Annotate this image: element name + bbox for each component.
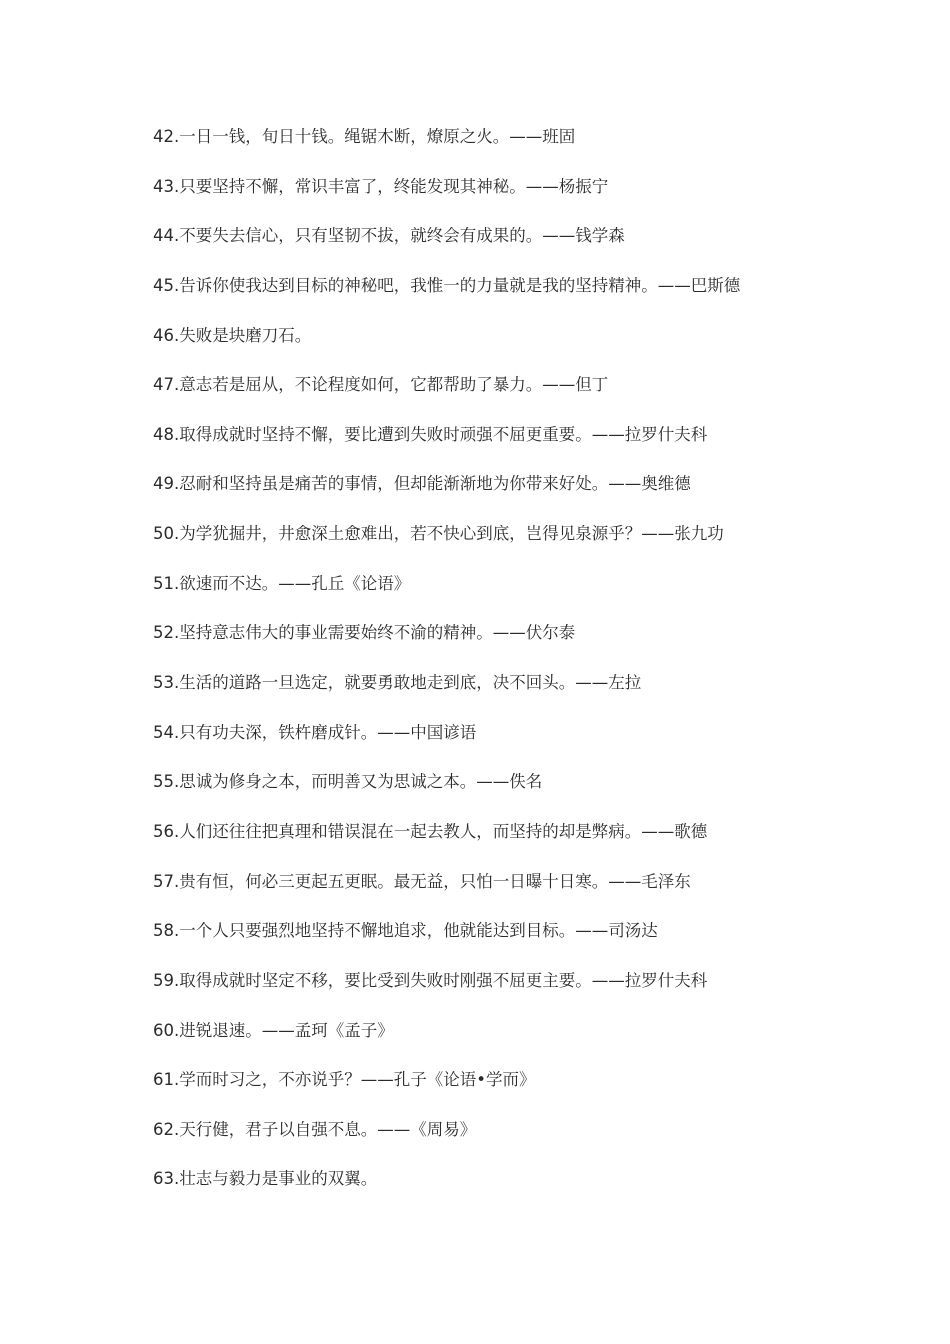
- quote-item-45: 45.告诉你使我达到目标的神秘吧，我惟一的力量就是我的坚持精神。——巴斯德: [153, 275, 741, 295]
- quote-item-52: 52.坚持意志伟大的事业需要始终不渝的精神。——伏尔泰: [153, 623, 576, 643]
- quote-item-44: 44.不要失去信心，只有坚韧不拔，就终会有成果的。——钱学森: [153, 226, 625, 246]
- quote-item-53: 53.生活的道路一旦选定，就要勇敢地走到底，决不回头。——左拉: [153, 673, 642, 693]
- quote-item-62: 62.天行健，君子以自强不息。——《周易》: [153, 1119, 477, 1139]
- quote-item-63: 63.壮志与毅力是事业的双翼。: [153, 1169, 378, 1189]
- quote-item-47: 47.意志若是屈从，不论程度如何，它都帮助了暴力。——但丁: [153, 375, 609, 395]
- quote-item-57: 57.贵有恒，何必三更起五更眠。最无益，只怕一日曝十日寒。——毛泽东: [153, 871, 691, 891]
- quote-item-42: 42.一日一钱，旬日十钱。绳锯木断，燎原之火。——班固: [153, 127, 576, 146]
- quote-item-48: 48.取得成就时坚持不懈，要比遭到失败时顽强不屈更重要。——拉罗什夫科: [153, 424, 708, 444]
- quote-item-60: 60.进锐退速。——孟珂《孟子》: [153, 1020, 394, 1040]
- quote-list: [153, 124, 740, 1216]
- quote-item-46: 46.失败是块磨刀石。: [153, 325, 312, 345]
- quote-item-54: 54.只有功夫深，铁杵磨成针。——中国谚语: [153, 722, 477, 742]
- quote-item-49: 49.忍耐和坚持虽是痛苦的事情，但却能渐渐地为你带来好处。——奥维德: [153, 474, 691, 494]
- quote-item-58: 58.一个人只要强烈地坚持不懈地追求，他就能达到目标。——司汤达: [153, 921, 658, 941]
- quote-item-50: 50.为学犹掘井，井愈深土愈难出，若不快心到底，岂得见泉源乎？——张九功: [153, 524, 724, 544]
- quote-item-51: 51.欲速而不达。——孔丘《论语》: [153, 573, 411, 593]
- quote-item-55: 55.思诚为修身之本，而明善又为思诚之本。——佚名: [153, 772, 543, 792]
- quote-item-43: 43.只要坚持不懈，常识丰富了，终能发现其神秘。——杨振宁: [153, 176, 609, 196]
- quote-item-61: 61.学而时习之，不亦说乎？——孔子《论语•学而》: [153, 1070, 536, 1090]
- quote-item-59: 59.取得成就时坚定不移，要比受到失败时刚强不屈更主要。——拉罗什夫科: [153, 970, 708, 990]
- quote-item-56: 56.人们还往往把真理和错误混在一起去教人，而坚持的却是弊病。——歌德: [153, 821, 708, 841]
